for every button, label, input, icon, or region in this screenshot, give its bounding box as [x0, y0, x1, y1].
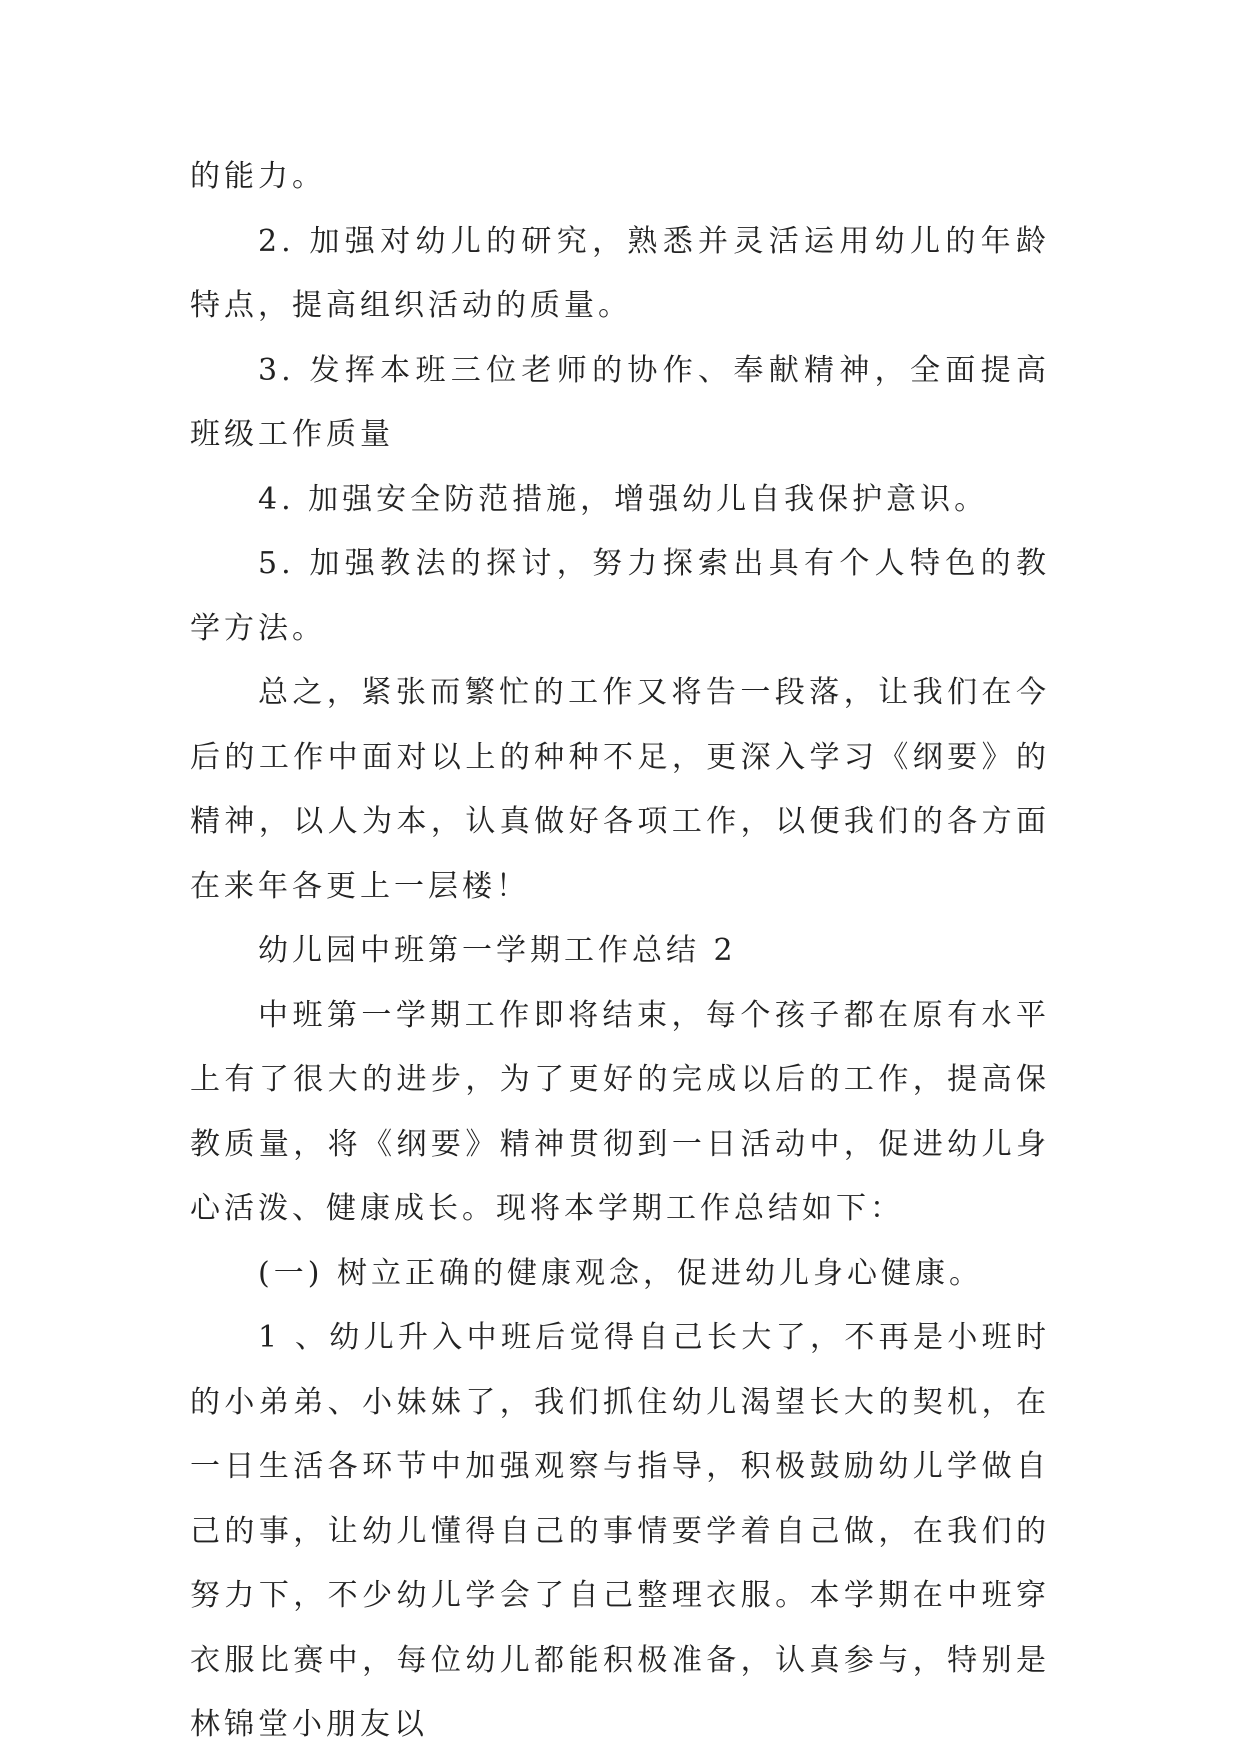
paragraph: 1 、幼儿升入中班后觉得自己长大了，不再是小班时的小弟弟、小妹妹了，我们抓住幼儿渴望长大的契机，在一日生活各环节中加强观察与指导，积极鼓励幼儿学做自己的事，让幼儿懂得自己的事情要学着自己做，在我们的努力下，不少幼儿学会了自己整理衣服。本学期在中班穿衣服比赛中，每位幼儿都能积极准备，认真参与，特别是林锦堂小朋友以 — [190, 1320, 1050, 1742]
paragraph: 总之，紧张而繁忙的工作又将告一段落，让我们在今后的工作中面对以上的种种不足，更深入学习《纲要》的精神，以人为本，认真做好各项工作，以便我们的各方面在来年各更上一层楼！ — [190, 675, 1050, 904]
paragraph: 3. 发挥本班三位老师的协作、奉献精神，全面提高班级工作质量 — [190, 352, 1050, 452]
paragraph: 5. 加强教法的探讨，努力探索出具有个人特色的教学方法。 — [190, 546, 1050, 646]
section-heading: 幼儿园中班第一学期工作总结 2 — [258, 933, 737, 968]
paragraph: 4. 加强安全防范措施，增强幼儿自我保护意识。 — [258, 481, 989, 517]
paragraph: 的能力。 — [190, 159, 326, 194]
subsection-heading: (一) 树立正确的健康观念，促进幼儿身心健康。 — [258, 1255, 983, 1291]
paragraph: 2. 加强对幼儿的研究，熟悉并灵活运用幼儿的年龄特点，提高组织活动的质量。 — [190, 223, 1050, 323]
paragraph: 中班第一学期工作即将结束，每个孩子都在原有水平上有了很大的进步，为了更好的完成以后的工作，提高保教质量，将《纲要》精神贯彻到一日活动中，促进幼儿身心活泼、健康成长。现将本学期工作总结如下： — [190, 997, 1050, 1226]
document-body — [190, 145, 1050, 1758]
